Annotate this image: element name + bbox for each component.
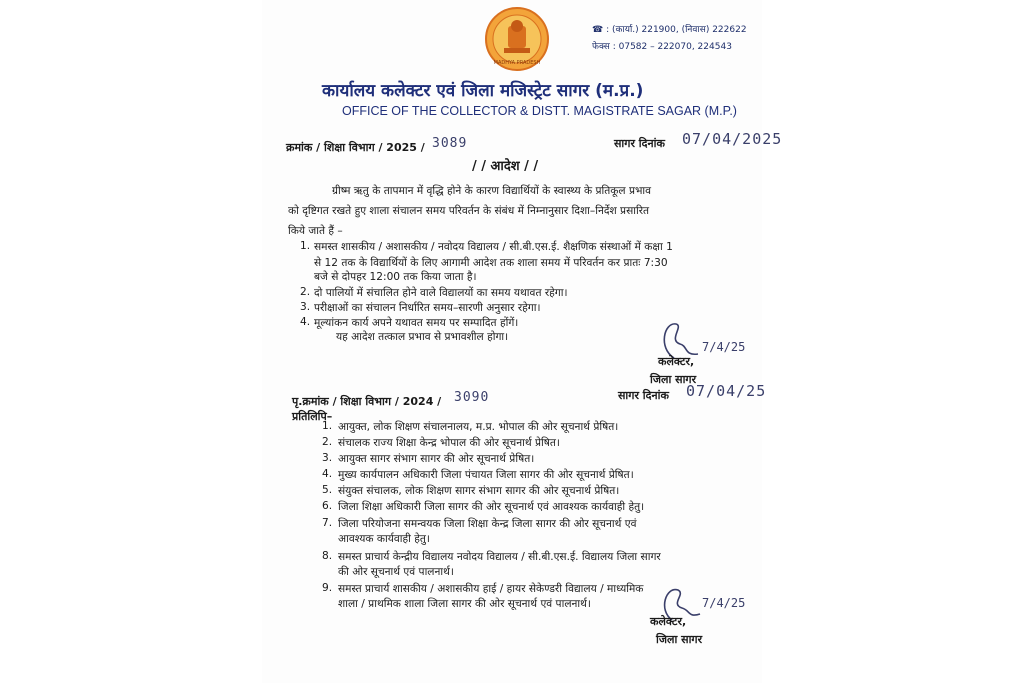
copy-item-number: 7. [322, 517, 333, 529]
point-text: बजे से दोपहर 12:00 तक किया जाता है। [314, 271, 477, 283]
order-heading: / / आदेश / / [472, 159, 539, 174]
point-text: से 12 तक के विद्यार्थियों के लिए आगामी आदेश तक शाला समय में परिवर्तन कर प्रातः 7:30 [314, 257, 668, 269]
copy-item-number: 9. [322, 582, 333, 594]
copy-item-text: मुख्य कार्यपालन अधिकारी जिला पंचायत जिला सागर की ओर सूचनार्थ प्रेषित। [338, 469, 634, 481]
point-text: परीक्षाओं का संचालन निर्धारित समय–सारणी अनुसार रहेगा। [314, 302, 541, 314]
order-date-value: 07/04/2025 [682, 130, 783, 148]
office-title-hindi: कार्यालय कलेक्टर एवं जिला मजिस्ट्रेट सागर (म.प्र.) [322, 81, 644, 101]
copy-item-text: संयुक्त संचालक, लोक शिक्षण सागर संभाग सागर की ओर सूचनार्थ प्रेषित। [338, 485, 620, 497]
copy-item-number: 3. [322, 452, 333, 464]
copy-item-number: 1. [322, 420, 333, 432]
document-page [262, 0, 783, 683]
order-closing: यह आदेश तत्काल प्रभाव से प्रभावशील होगा। [336, 331, 509, 343]
point-text: दो पालियों में संचालित होने वाले विद्यालयों का समय यथावत रहेगा। [314, 287, 568, 299]
point-text: समस्त शासकीय / अशासकीय / नवोदय विद्यालय / सी.बी.एस.ई. शैक्षणिक संस्थाओं में कक्षा 1 [314, 241, 673, 253]
copy-item-text: आवश्यक कार्यवाही हेतु। [338, 533, 430, 545]
signatory-title: कलेक्टर, [650, 615, 687, 628]
intro-line: को दृष्टिगत रखते हुए शाला संचालन समय परिवर्तन के संबंध में निम्नानुसार दिशा–निर्देश प्रसारित [288, 205, 650, 217]
signatory-place: जिला सागर [656, 633, 703, 646]
svg-text:MADHYA PRADESH: MADHYA PRADESH [493, 60, 541, 66]
point-text: मूल्यांकन कार्य अपने यथावत समय पर सम्पादित होंगें। [314, 317, 519, 329]
office-title-english: OFFICE OF THE COLLECTOR & DISTT. MAGISTRATE SAGAR (M.P.) [342, 104, 737, 118]
copy-item-number: 6. [322, 500, 333, 512]
point-number: 2. [300, 286, 311, 298]
fax-line: फेक्स : 07582 – 222070, 224543 [592, 42, 732, 52]
copy-pratilipi: प्रतिलिपि– [292, 410, 333, 423]
copy-item-number: 5. [322, 484, 333, 496]
copy-item-number: 4. [322, 468, 333, 480]
signature-date: 7/4/25 [702, 596, 746, 610]
copy-item-text: शाला / प्राथमिक शाला जिला सागर की ओर सूचनार्थ एवं पालनार्थ। [338, 598, 591, 610]
signatory-title: कलेक्टर, [658, 355, 695, 368]
mp-government-emblem [484, 6, 550, 72]
copy-item-number: 8. [322, 550, 333, 562]
order-ref-label: क्रमांक / शिक्षा विभाग / 2025 / [286, 141, 425, 154]
copy-item-text: जिला परियोजना समन्वयक जिला शिक्षा केन्द्र जिला सागर की ओर सूचनार्थ एवं [338, 518, 637, 530]
phone-line: ☎ : (कार्या.) 221900, (निवास) 222622 [592, 25, 747, 35]
copy-item-text: समस्त प्राचार्य शासकीय / अशासकीय हाई / हायर सेकेण्डरी विद्यालय / माध्यमिक [338, 583, 644, 595]
intro-line: ग्रीष्म ऋतु के तापमान में वृद्धि होने के कारण विद्यार्थियों के स्वास्थ्य के प्रतिकूल प्रभाव [332, 185, 652, 197]
copy-ref-label: पृ.क्रमांक / शिक्षा विभाग / 2024 / [292, 395, 442, 408]
point-number: 3. [300, 301, 311, 313]
point-number: 4. [300, 316, 311, 328]
intro-line: किये जाते हैं – [288, 225, 343, 237]
copy-date-label: सागर दिनांक [618, 389, 669, 402]
copy-item-number: 2. [322, 436, 333, 448]
copy-item-text: आयुक्त, लोक शिक्षण संचालनालय, म.प्र. भोपाल की ओर सूचनार्थ प्रेषित। [338, 421, 619, 433]
copy-ref-number: 3090 [454, 390, 490, 405]
copy-item-text: संचालक राज्य शिक्षा केन्द्र भोपाल की ओर सूचनार्थ प्रेषित। [338, 437, 560, 449]
point-number: 1. [300, 240, 311, 252]
order-ref-number: 3089 [432, 136, 468, 151]
copy-date-value: 07/04/25 [686, 382, 767, 400]
signature-date: 7/4/25 [702, 340, 746, 354]
signatory-place: जिला सागर [650, 373, 697, 386]
copy-item-text: समस्त प्राचार्य केन्द्रीय विद्यालय नवोदय विद्यालय / सी.बी.एस.ई. विद्यालय जिला सागर [338, 551, 661, 563]
copy-item-text: आयुक्त सागर संभाग सागर की ओर सूचनार्थ प्रेषित। [338, 453, 535, 465]
order-date-label: सागर दिनांक [614, 137, 665, 150]
copy-item-text: की ओर सूचनार्थ एवं पालनार्थ। [338, 566, 454, 578]
copy-item-text: जिला शिक्षा अधिकारी जिला सागर की ओर सूचनार्थ एवं आवश्यक कार्यवाही हेतु। [338, 501, 645, 513]
